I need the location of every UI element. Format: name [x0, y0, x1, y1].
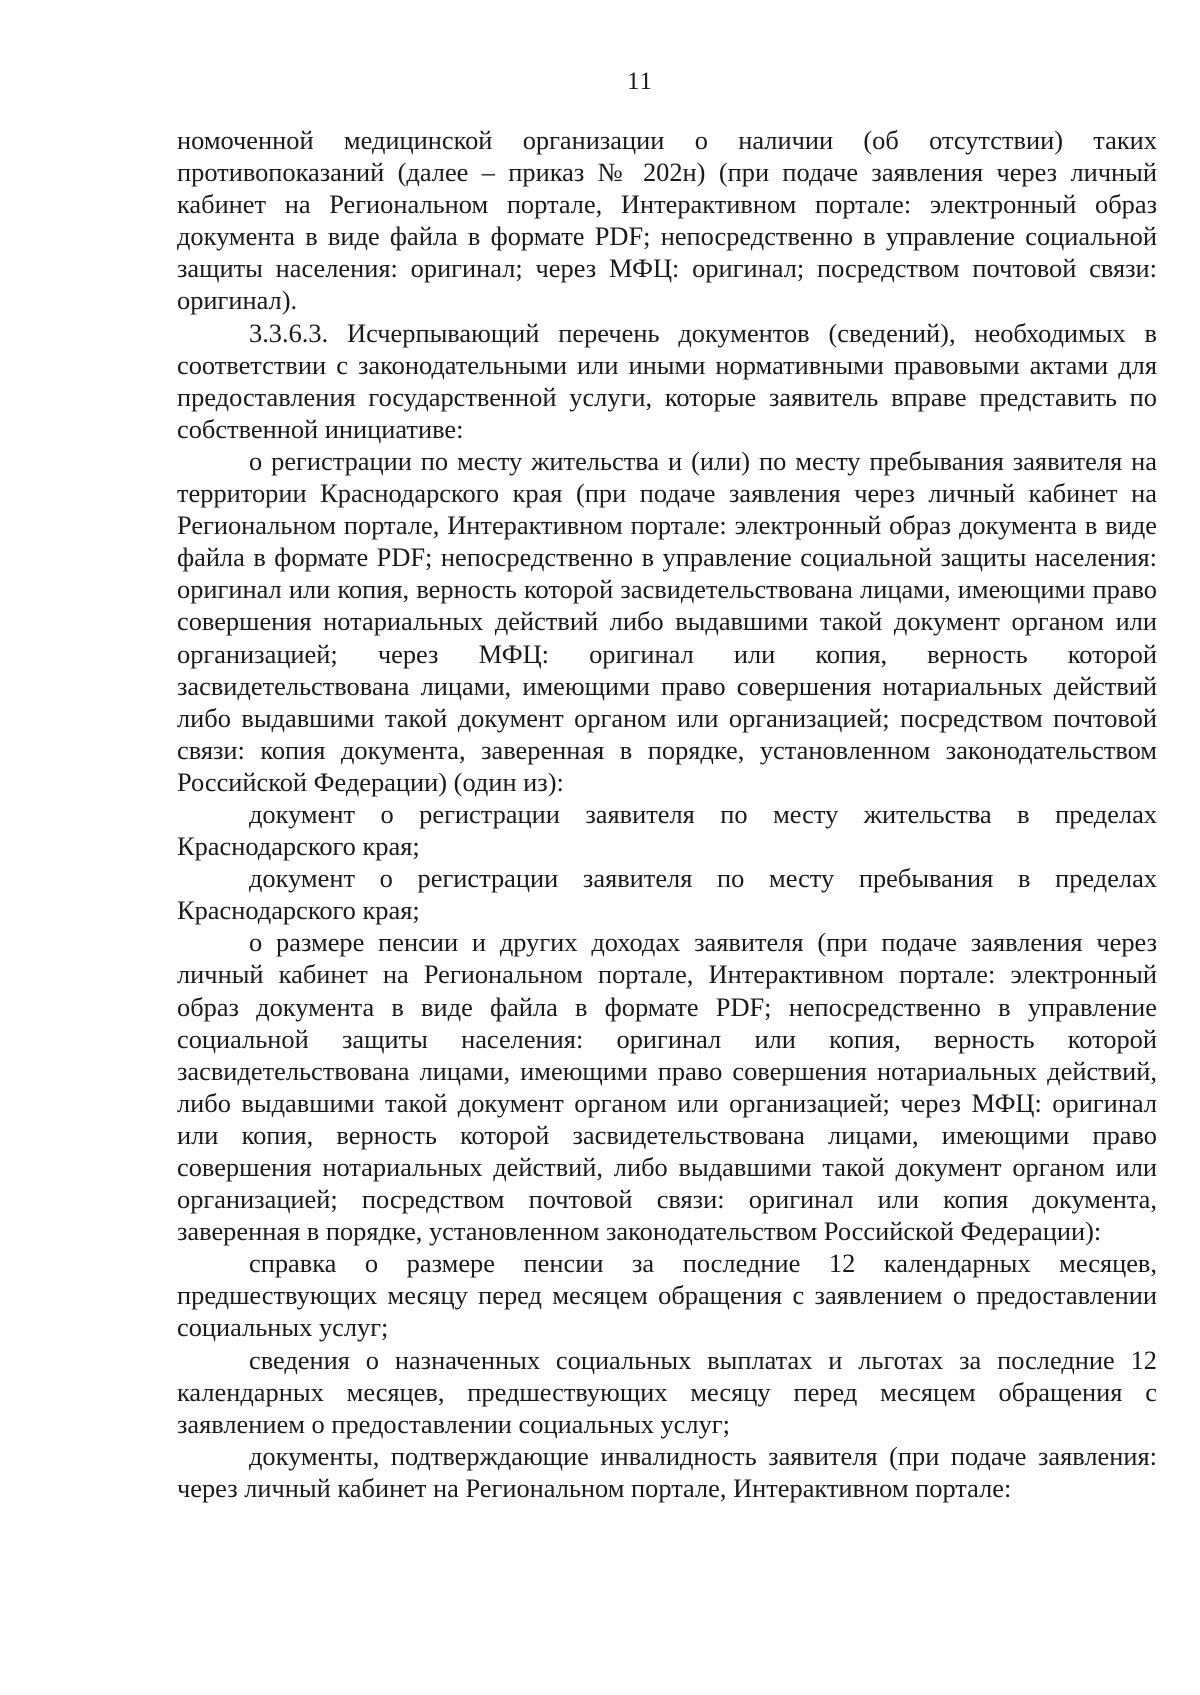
- paragraph-registration: о регистрации по месту жительства и (или) по месту пребывания заявителя на территории Краснодарского края (при подаче заявления через личный кабинет на Региональном портале, Интерактивном портале: электронный образ документа в виде файла в формате PDF; непосредственно в управление социальной защиты населения: оригинал или копия, верность которой засвидетельствована лицами, имеющими право совершения нотариальных действий либо выдавшими такой документ органом или организацией; через МФЦ: оригинал или копия, верность которой засвидетельствована лицами, имеющими право совершения нотариальных действий либо выдавшими такой документ органом или организацией; посредством почтовой связи: копия документа, заверенная в порядке, установленном законодательством Российской Федерации) (один из):: [177, 445, 1157, 797]
- paragraph-stay-document: документ о регистрации заявителя по месту пребывания в пределах Краснодарского края;: [177, 863, 1157, 926]
- body-text: [177, 124, 1157, 1504]
- paragraph-clause-3-3-6-3: 3.3.6.3. Исчерпывающий перечень документов (сведений), необходимых в соответствии с законодательными или иными нормативными правовыми актами для предоставления государственной услуги, которые заявитель вправе представить по собственной инициативе:: [177, 317, 1157, 444]
- paragraph-social-payments: сведения о назначенных социальных выплатах и льготах за последние 12 календарных месяцев, предшествующих месяцу перед месяцем обращения с заявлением о предоставлении социальных услуг;: [177, 1344, 1157, 1439]
- paragraph-pension-certificate: справка о размере пенсии за последние 12 календарных месяцев, предшествующих месяцу перед месяцем обращения с заявлением о предоставлении социальных услуг;: [177, 1248, 1157, 1343]
- paragraph-pension-income: о размере пенсии и других доходах заявителя (при подаче заявления через личный кабинет на Региональном портале, Интерактивном портале: электронный образ документа в виде файла в формате PDF; непосредственно в управление социальной защиты населения: оригинал или копия, верность которой засвидетельствована лицами, имеющими право совершения нотариальных действий, либо выдавшими такой документ органом или организацией; через МФЦ: оригинал или копия, верность которой засвидетельствована лицами, имеющими право совершения нотариальных действий, либо выдавшими такой документ органом или организацией; посредством почтовой связи: оригинал или копия документа, заверенная в порядке, установленном законодательством Российской Федерации):: [177, 927, 1157, 1247]
- page-number: 11: [626, 68, 654, 95]
- paragraph-residence-document: документ о регистрации заявителя по месту жительства в пределах Краснодарского края;: [177, 798, 1157, 862]
- paragraph-continuation: номоченной медицинской организации о наличии (об отсутствии) таких противопоказаний (далее – приказ № 202н) (при подаче заявления через личный кабинет на Региональном портале, Интерактивном портале: электронный образ документа в виде файла в формате PDF; непосредственно в управление социальной защиты населения: оригинал; через МФЦ: оригинал; посредством почтовой связи: оригинал).: [177, 125, 1157, 316]
- paragraph-disability-documents: документы, подтверждающие инвалидность заявителя (при подаче заявления: через личный кабинет на Региональном портале, Интерактивном портале:: [177, 1440, 1157, 1503]
